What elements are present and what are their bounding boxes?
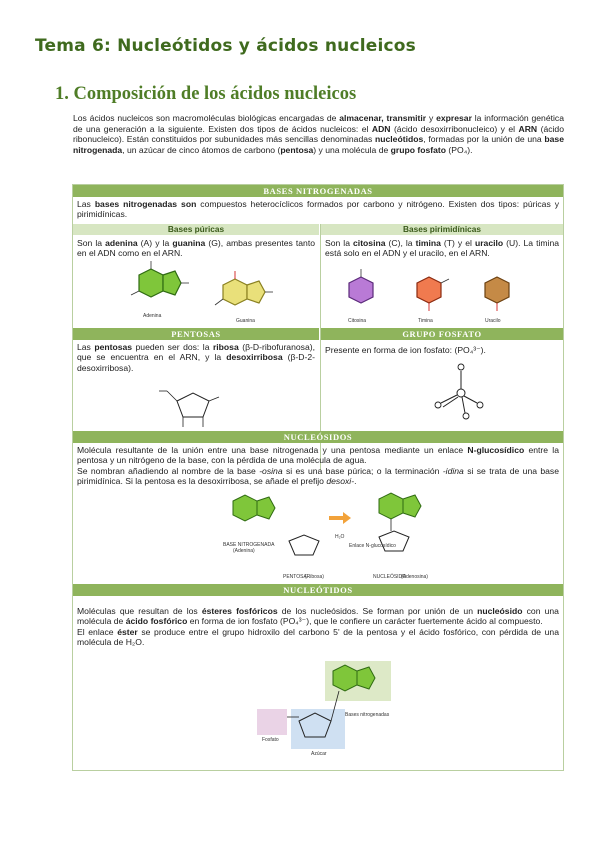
ribose-structure-image <box>143 383 253 427</box>
thymine-structure-image <box>409 273 449 313</box>
nucleotidos-header: NUCLEÓTIDOS <box>73 584 563 596</box>
uracil-caption: Uracilo <box>485 318 501 324</box>
phosphate-structure-image <box>433 361 493 421</box>
pirimidinicas-subheader: Bases pirimidínicas <box>321 224 563 235</box>
bases-text: Las bases nitrogenadas son compuestos heterocíclicos formados por carbono y nitrógeno. Existen dos tipos: púricas y pirimidínicas. <box>77 199 559 220</box>
fosfato-caption: Fosfato <box>262 737 279 743</box>
uracil-structure-image <box>477 273 517 313</box>
cytosine-structure-image <box>341 273 381 313</box>
water-caption: H₂O <box>335 534 345 540</box>
reaction-arrow-icon <box>329 511 353 525</box>
azucar-caption: Azúcar <box>311 751 327 757</box>
thymine-caption: Timina <box>418 318 433 324</box>
adenine-structure-image <box>121 265 191 315</box>
guanine-structure-image <box>211 277 281 317</box>
cytosine-caption: Citosina <box>348 318 367 324</box>
nucleosido-caption: NUCLEÓSIDO <box>373 574 407 580</box>
nucleotide-structure-image <box>253 661 413 761</box>
pirimidinicas-text: Son la citosina (C), la timina (T) y el uracilo (U). La timina está solo en el ADN y el uracilo, en el ARN. <box>325 238 560 259</box>
ribosa-caption: (Ribosa) <box>305 574 324 580</box>
adenine-caption: Adenina <box>143 313 162 319</box>
puricas-subheader: Bases púricas <box>73 224 319 235</box>
nucleotidos-text: Moléculas que resultan de los ésteres fosfóricos de los nucleósidos. Se forman por unión de un nucleósido con una molécula de ácido fosfórico en forma de ion fosfato (PO₄³⁻), que le confiere un carácter fuertemente ácido al compuesto. El enlace éster se produce entre el grupo hidroxilo del carbono 5' de la pentosa y el ácido fosfórico, con pérdida de una molécula de H₂O. <box>77 606 559 648</box>
page-title: Tema 6: Nucleótidos y ácidos nucleicos <box>35 36 417 56</box>
intro-paragraph: Los ácidos nucleicos son macromoléculas biológicas encargadas de almacenar, transmitir y expresar la información genética de una generación a la siguiente. Existen dos tipos de ácidos nucleicos: el ADN (ácido desoxirribonucleico) y el ARN (ácido ribonucleico). Están constituidos por subunidades más sencillas denominadas nucleótidos, formadas por la unión de una base nitrogenada, un azúcar de cinco átomos de carbono (pentosa) y una molécula de grupo fosfato (PO₄). <box>73 113 564 155</box>
guanine-caption: Guanina <box>236 318 255 324</box>
fosfato-text: Presente en forma de ion fosfato: (PO₄³⁻). <box>325 345 486 355</box>
pentosas-text: Las pentosas pueden ser dos: la ribosa (β-D-ribofuranosa), que se encuentra en el ARN, y la desoxirribosa (β-D-2-desoxirribosa). <box>77 342 316 373</box>
composition-table <box>72 184 564 771</box>
bases-nitrogenadas-caption: Bases nitrogenadas <box>345 712 390 718</box>
nucleoside-pentose-image <box>279 531 329 561</box>
adenosina-caption: (Adenosina) <box>401 574 428 580</box>
enlace-caption: Enlace N-glucosídico <box>349 543 396 549</box>
pentosas-header: PENTOSAS <box>73 328 319 340</box>
bases-header: BASES NITROGENADAS <box>73 185 563 197</box>
fosfato-header: GRUPO FOSFATO <box>321 328 563 340</box>
section-heading: 1. Composición de los ácidos nucleicos <box>55 84 357 104</box>
nucleoside-base-image <box>223 493 293 533</box>
puricas-text: Son la adenina (A) y la guanina (G), ambas presentes tanto en el ADN como en el ARN. <box>77 238 315 259</box>
base-caption: BASE NITROGENADA <box>223 542 275 548</box>
pentosa-caption: PENTOSA <box>283 574 307 580</box>
nucleosidos-header: NUCLEÓSIDOS <box>73 431 563 443</box>
adenine-sub-caption: (Adenina) <box>233 548 255 554</box>
nucleoside-product-image <box>369 491 449 571</box>
nucleosidos-text: Molécula resultante de la unión entre una base nitrogenada y una pentosa mediante un enlace N-glucosídico entre la pentosa y un nitrógeno de la base, con la pérdida de una molécula de agua. Se nombran añadiendo al nombre de la base -osina si es una base púrica; o la terminación -idina si se trata de una base pirimidínica. Si la pentosa es la desoxirribosa, se añade el prefijo desoxi-. <box>77 445 560 487</box>
